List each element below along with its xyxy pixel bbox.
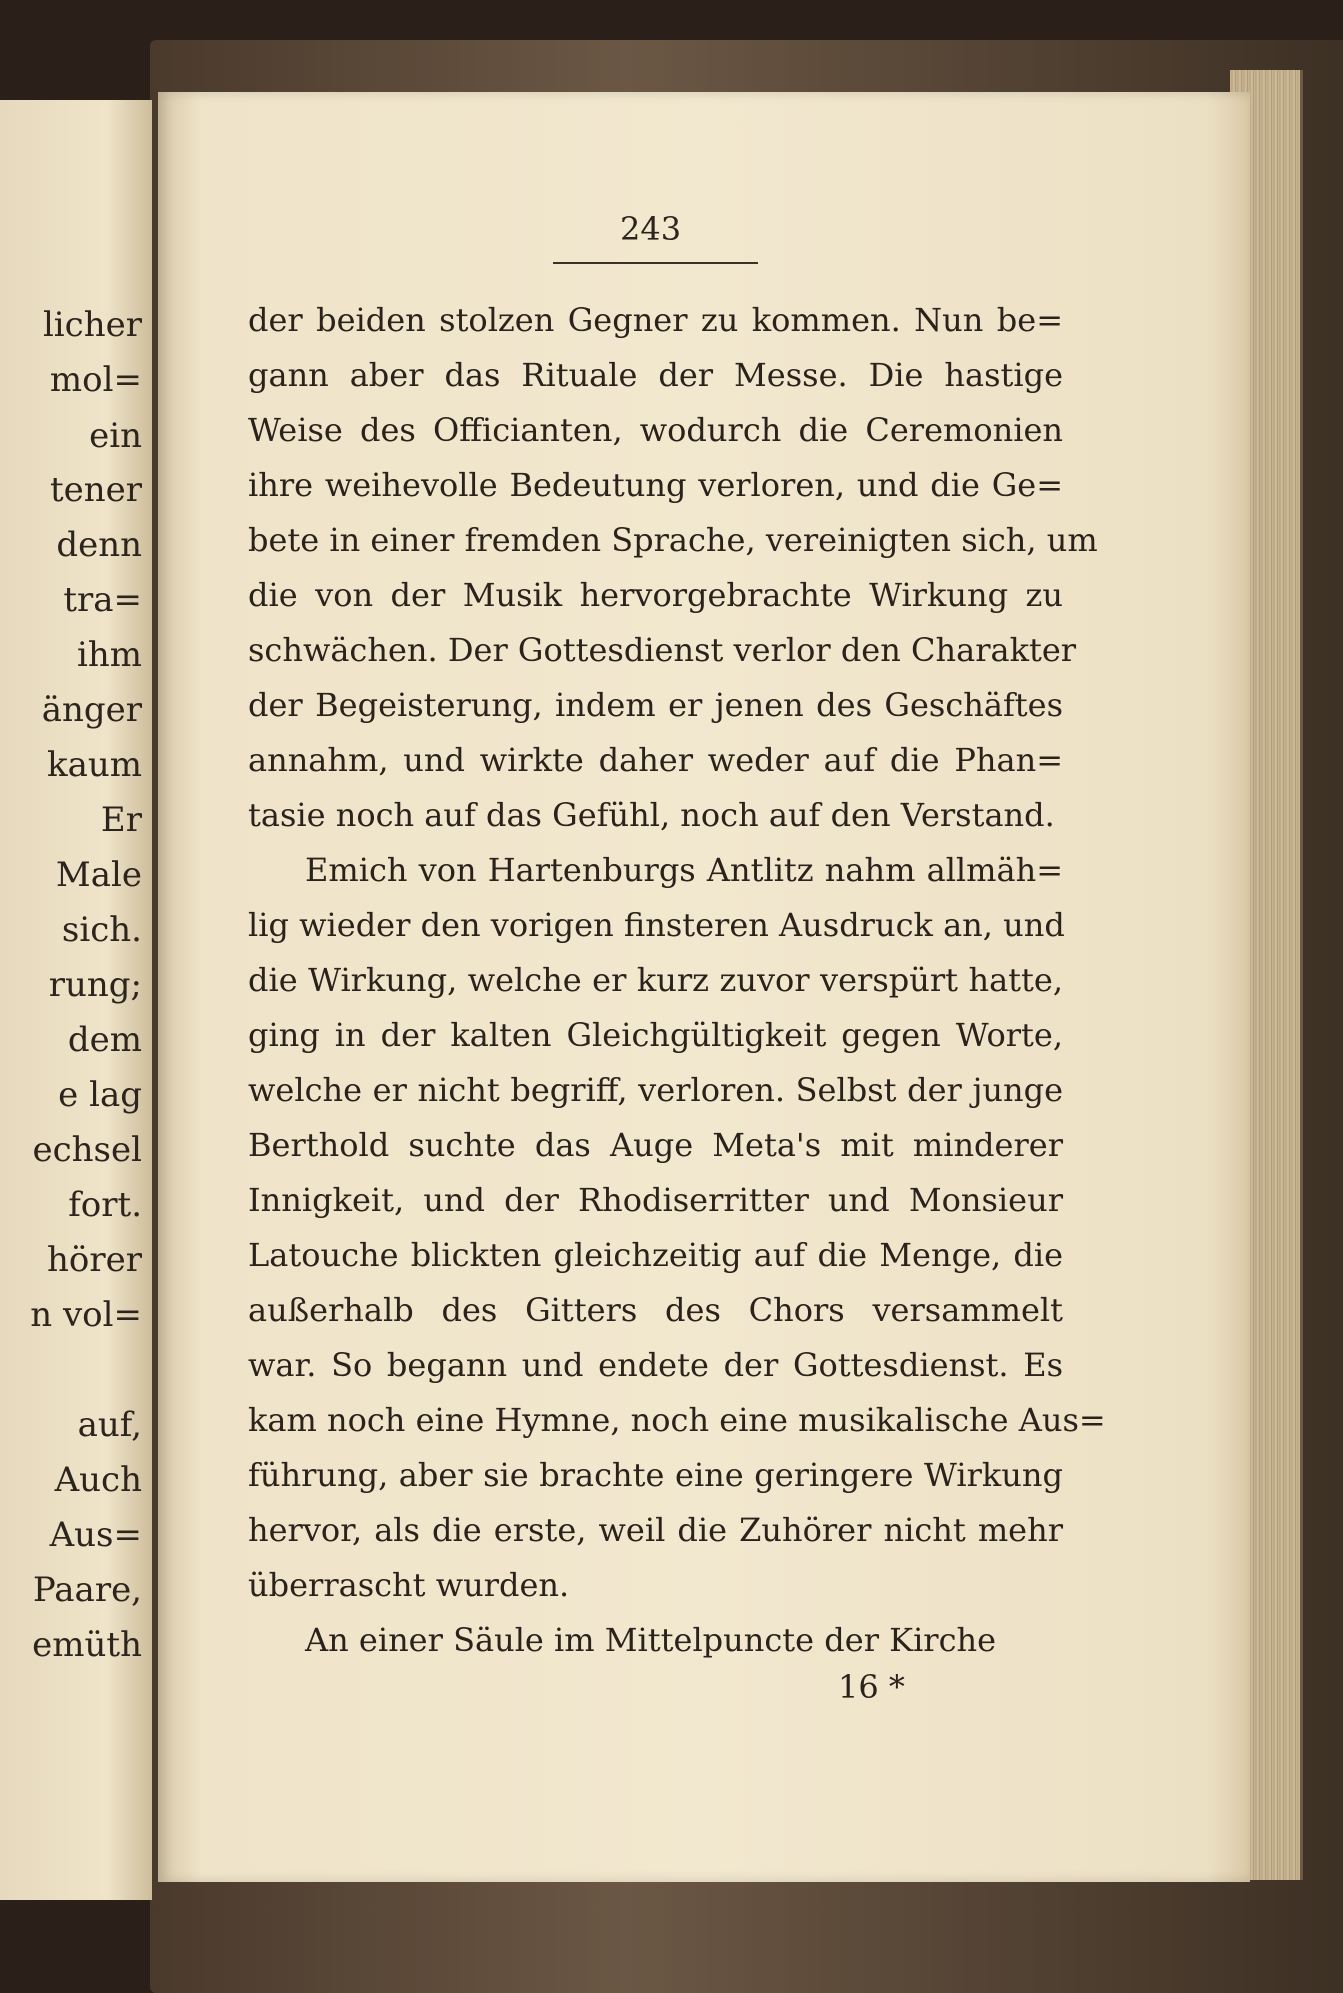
signature-mark: 16 *: [838, 1668, 905, 1706]
left-page-fragment: hörer: [47, 1240, 142, 1280]
left-page-fragment: fort.: [68, 1185, 142, 1225]
left-page-fragment: dem: [67, 1020, 142, 1060]
text-line: außerhalb des Gitters des Chors versammelt: [248, 1291, 1063, 1329]
text-line: überrascht wurden.: [248, 1566, 570, 1604]
left-page-fragment: Male: [55, 855, 142, 895]
text-line: die Wirkung, welche er kurz zuvor verspürt hatte,: [248, 961, 1063, 999]
text-line: Emich von Hartenburgs Antlitz nahm allmäh=: [305, 851, 1063, 889]
text-line: Innigkeit, und der Rhodiserritter und Monsieur: [248, 1181, 1063, 1219]
text-line: annahm, und wirkte daher weder auf die Phan=: [248, 741, 1063, 779]
text-line: bete in einer fremden Sprache, vereinigten sich, um: [248, 521, 1098, 559]
text-line: der beiden stolzen Gegner zu kommen. Nun be=: [248, 301, 1063, 339]
left-page-fragment: mol=: [49, 360, 142, 400]
text-line: welche er nicht begriff, verloren. Selbst der junge: [248, 1071, 1063, 1109]
text-line: Latouche blickten gleichzeitig auf die Menge, die: [248, 1236, 1063, 1274]
text-line: der Begeisterung, indem er jenen des Geschäftes: [248, 686, 1063, 724]
text-line: führung, aber sie brachte eine geringere Wirkung: [248, 1456, 1063, 1494]
text-line: lig wieder den vorigen finsteren Ausdruck an, und: [248, 906, 1065, 944]
left-page-fragment: Aus=: [49, 1515, 142, 1555]
text-line: war. So begann und endete der Gottesdienst. Es: [248, 1346, 1063, 1384]
left-page-fragment: ihm: [76, 635, 142, 675]
left-page-fragment: emüth: [32, 1625, 142, 1665]
text-line: gann aber das Rituale der Messe. Die hastige: [248, 356, 1063, 394]
left-page-fragment: Er: [100, 800, 142, 840]
left-page-fragment: sich.: [61, 910, 142, 950]
left-page-fragment: licher: [42, 305, 142, 345]
text-line: kam noch eine Hymne, noch eine musikalische Aus=: [248, 1401, 1106, 1439]
left-page-fragment: auf,: [77, 1405, 142, 1445]
left-page-fragment: tener: [49, 470, 142, 510]
text-line: hervor, als die erste, weil die Zuhörer nicht mehr: [248, 1511, 1063, 1549]
text-line: ging in der kalten Gleichgültigkeit gegen Worte,: [248, 1016, 1063, 1054]
text-line: An einer Säule im Mittelpuncte der Kirche: [305, 1621, 997, 1659]
left-page-fragment: ein: [89, 416, 142, 456]
text-line: tasie noch auf das Gefühl, noch auf den Verstand.: [248, 796, 1055, 834]
left-page-fragment: n vol=: [30, 1295, 142, 1335]
page-number: 243: [620, 210, 682, 248]
left-page-fragment: tra=: [63, 580, 142, 620]
text-line: Weise des Officianten, wodurch die Ceremonien: [248, 411, 1063, 449]
left-page-fragment: e lag: [58, 1075, 142, 1115]
left-page-fragment: echsel: [32, 1130, 142, 1170]
text-line: ihre weihevolle Bedeutung verloren, und die Ge=: [248, 466, 1063, 504]
left-page-fragment: rung;: [48, 965, 142, 1005]
left-page: [0, 100, 152, 1900]
left-page-fragment: kaum: [46, 745, 142, 785]
left-page-fragment: Paare,: [32, 1570, 142, 1610]
text-line: schwächen. Der Gottesdienst verlor den Charakter: [248, 631, 1077, 669]
left-page-fragment: denn: [56, 525, 142, 565]
left-page-fragment: Auch: [54, 1460, 142, 1500]
text-line: die von der Musik hervorgebrachte Wirkung zu: [248, 576, 1063, 614]
text-line: Berthold suchte das Auge Meta's mit minderer: [248, 1126, 1063, 1164]
header-rule: [553, 262, 758, 264]
left-page-fragment: änger: [41, 690, 142, 730]
